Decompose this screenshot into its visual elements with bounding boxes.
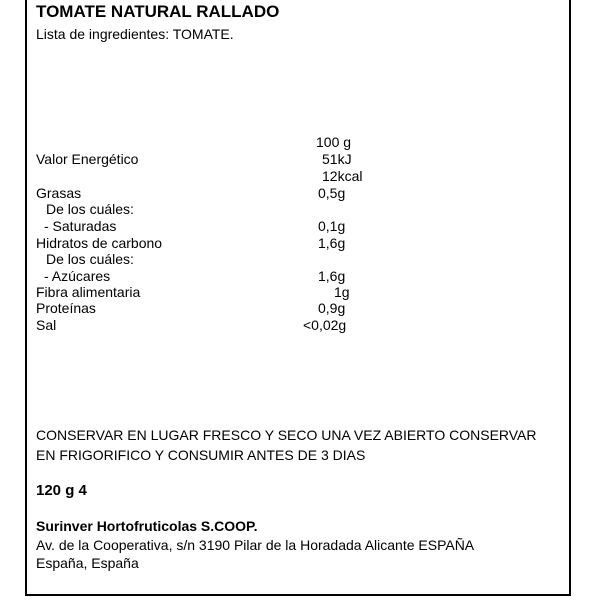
company-name: Surinver Hortofruticolas S.COOP. bbox=[36, 518, 258, 534]
nutrient-label: - Saturadas bbox=[44, 218, 117, 234]
nutrient-label: Sal bbox=[36, 317, 57, 333]
nutrient-label: Fibra alimentaria bbox=[36, 284, 141, 300]
nutrient-value: 0,1g bbox=[318, 218, 346, 234]
nutrition-row bbox=[0, 151, 600, 168]
nutrition-row bbox=[0, 251, 600, 268]
nutrient-value: 1,6g bbox=[318, 268, 346, 284]
nutrient-value: 0,9g bbox=[318, 300, 346, 316]
nutrition-row bbox=[0, 218, 600, 235]
storage-note: CONSERVAR EN LUGAR FRESCO Y SECO UNA VEZ ABIERTO CONSERVAR EN FRIGORIFICO Y CONSUMIR ANTES DE 3 DIAS bbox=[36, 427, 537, 463]
nutrient-value: 12kcal bbox=[322, 168, 363, 184]
company-address: Av. de la Cooperativa, s/n 3190 Pilar de la Horadada Alicante ESPAÑA bbox=[36, 537, 475, 553]
nutrition-row bbox=[0, 317, 600, 334]
nutrient-value: 1,6g bbox=[318, 235, 346, 251]
company-country: España, España bbox=[36, 555, 139, 571]
ingredients-list: Lista de ingredientes: TOMATE. bbox=[36, 26, 234, 42]
nutrition-row bbox=[0, 168, 600, 185]
nutrition-row bbox=[0, 235, 600, 252]
nutrition-row bbox=[0, 185, 600, 202]
nutrient-value: <0,02g bbox=[303, 317, 347, 333]
product-title: TOMATE NATURAL RALLADO bbox=[36, 2, 280, 21]
nutrient-value: 1g bbox=[334, 284, 350, 300]
nutrition-row bbox=[0, 284, 600, 301]
nutrient-label: De los cuáles: bbox=[46, 251, 134, 267]
nutrient-label: Proteínas bbox=[36, 300, 96, 316]
nutrition-row bbox=[0, 201, 600, 218]
net-weight: 120 g 4 bbox=[36, 482, 87, 499]
nutrition-header-row bbox=[0, 134, 600, 151]
nutrient-value: 0,5g bbox=[318, 185, 346, 201]
nutrition-row bbox=[0, 300, 600, 317]
nutrient-label: - Azúcares bbox=[44, 268, 111, 284]
nutrient-label: Grasas bbox=[36, 185, 82, 201]
nutrient-label: Valor Energético bbox=[36, 151, 139, 167]
nutrition-header: 100 g bbox=[316, 134, 352, 150]
nutrient-value: 51kJ bbox=[322, 151, 352, 167]
nutrient-label: Hidratos de carbono bbox=[36, 235, 163, 251]
nutrient-label: De los cuáles: bbox=[46, 201, 134, 217]
nutrition-row bbox=[0, 268, 600, 285]
